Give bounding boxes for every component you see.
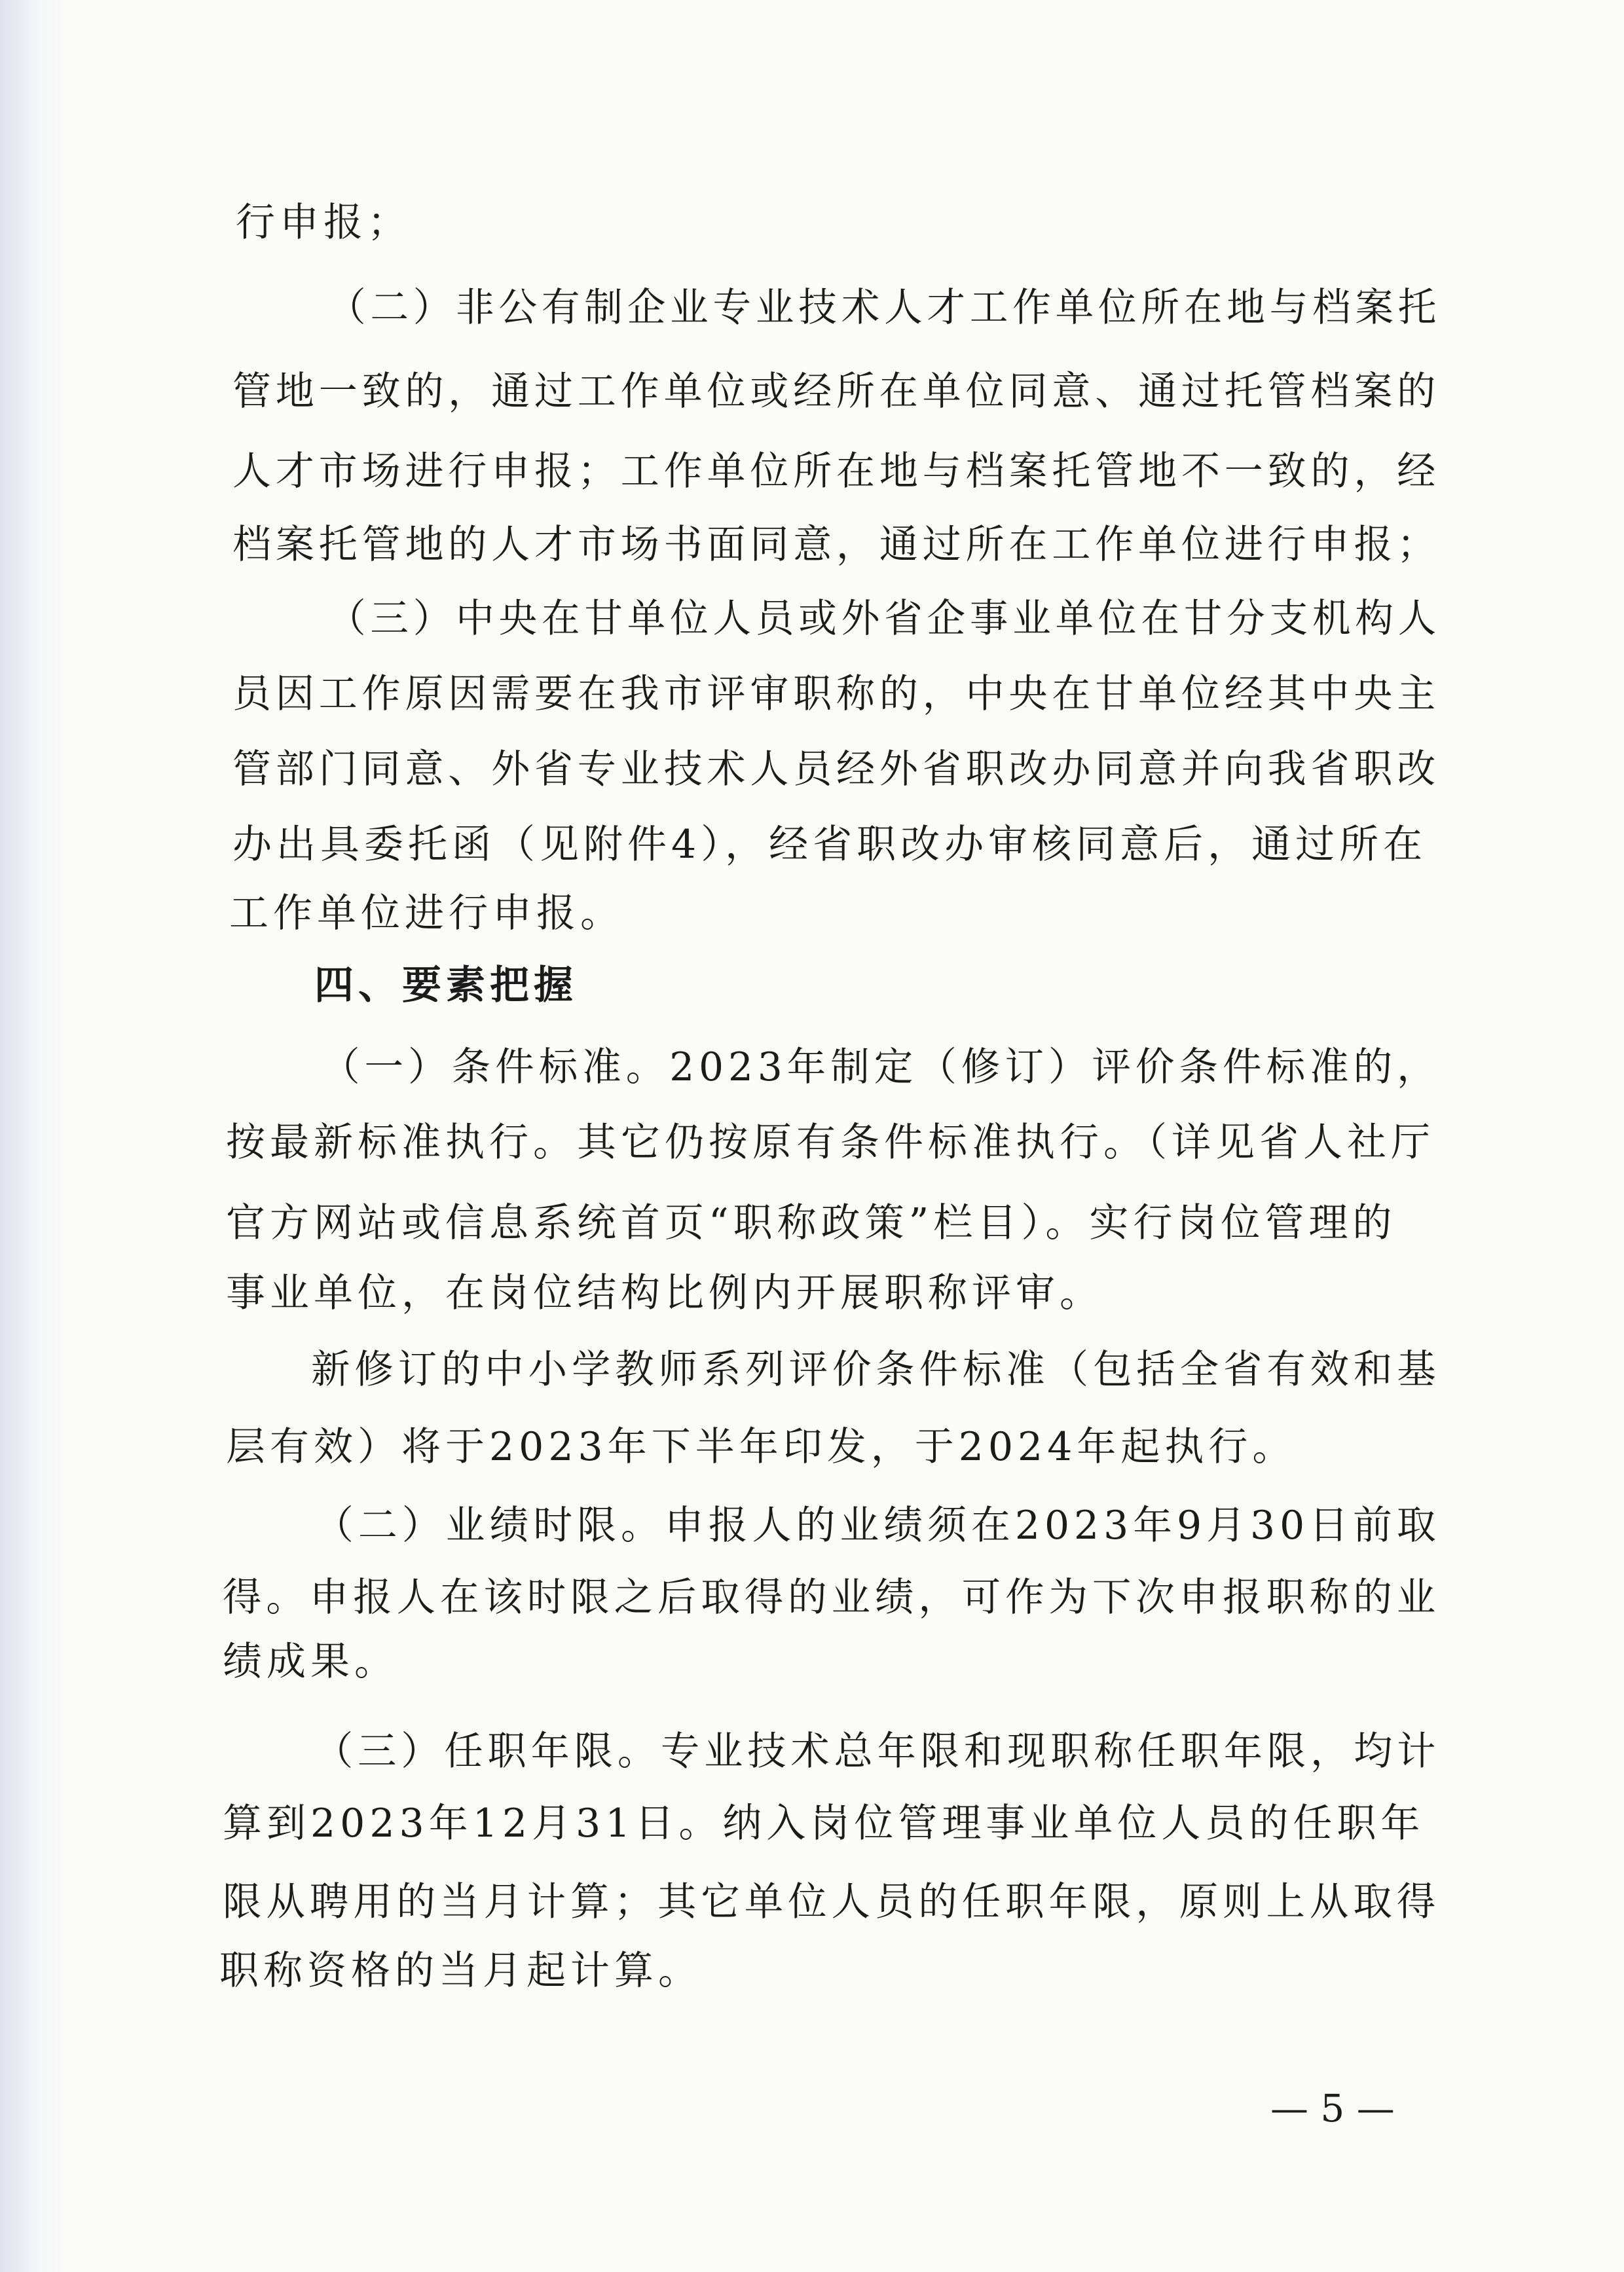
paragraph-line: 办出具委托函（见附件4），经省职改办审核同意后，通过所在 xyxy=(232,822,1428,868)
paragraph-line: （二）业绩时限。申报人的业绩须在2023年9月30日前取 xyxy=(314,1503,1441,1548)
paragraph-line: （一）条件标准。2023年制定（修订）评价条件标准的， xyxy=(321,1044,1441,1090)
paragraph-line: （二）非公有制企业专业技术人才工作单位所在地与档案托 xyxy=(327,285,1441,331)
paragraph-line: 得。申报人在该时限之后取得的业绩，可作为下次申报职称的业 xyxy=(223,1575,1441,1621)
paragraph-line: 绩成果。 xyxy=(223,1639,398,1685)
paragraph-line: （三）任职年限。专业技术总年限和现职称任职年限，均计 xyxy=(314,1729,1441,1774)
paragraph-line: 官方网站或信息系统首页“职称政策”栏目）。实行岗位管理的 xyxy=(226,1200,1397,1246)
paragraph-line: 管地一致的，通过工作单位或经所在单位同意、通过托管档案的 xyxy=(232,369,1441,414)
scan-edge-shadow xyxy=(0,0,72,2272)
paragraph-line: 管部门同意、外省专业技术人员经外省职改办同意并向我省职改 xyxy=(232,746,1441,792)
paragraph-line: 新修订的中小学教师系列评价条件标准（包括全省有效和基 xyxy=(311,1347,1441,1393)
section-heading: 四、要素把握 xyxy=(314,962,578,1008)
paragraph-line: 工作单位进行申报。 xyxy=(229,890,624,936)
paragraph-line: 员因工作原因需要在我市评审职称的，中央在甘单位经其中央主 xyxy=(232,671,1441,717)
paragraph-line: 职称资格的当月起计算。 xyxy=(219,1948,702,1994)
paragraph-line: 人才市场进行申报；工作单位所在地与档案托管地不一致的，经 xyxy=(232,449,1441,494)
paragraph-line: 层有效）将于2023年下半年印发，于2024年起执行。 xyxy=(226,1424,1297,1470)
paragraph-line: 限从聘用的当月计算；其它单位人员的任职年限，原则上从取得 xyxy=(223,1879,1441,1925)
paragraph-line: 事业单位，在岗位结构比例内开展职称评审。 xyxy=(226,1270,1103,1316)
paragraph-line: （三）中央在甘单位人员或外省企事业单位在甘分支机构人 xyxy=(327,596,1441,642)
paragraph-line: 行申报； xyxy=(236,200,411,246)
page-number: — 5 — xyxy=(1270,2086,1395,2131)
paragraph-line: 按最新标准执行。其它仍按原有条件标准执行。（详见省人社厅 xyxy=(226,1120,1435,1165)
paragraph-line: 算到2023年12月31日。纳入岗位管理事业单位人员的任职年 xyxy=(223,1801,1425,1846)
paragraph-line: 档案托管地的人才市场书面同意，通过所在工作单位进行申报； xyxy=(232,522,1441,568)
